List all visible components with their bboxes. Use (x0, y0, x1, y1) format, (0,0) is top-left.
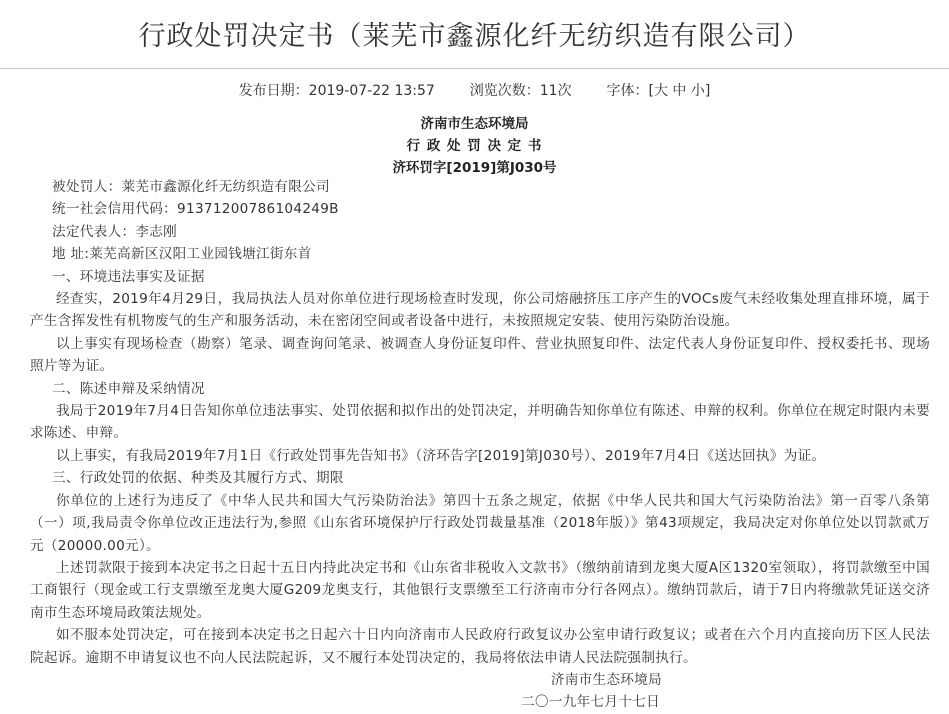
signature-org: 济南市生态环境局 (550, 671, 662, 688)
document-number: 济环罚字[2019]第J030号 (392, 160, 557, 176)
document-type: 行 政 处 罚 决 定 书 (406, 138, 543, 154)
section-2-heading: 二、陈述申辩及采纳情况 (52, 380, 205, 397)
signature-date: 二〇一九年七月十七日 (521, 694, 660, 711)
section-3-paragraph-1: 你单位的上述行为违反了《中华人民共和国大气污染防治法》第四十五条之规定，依据《中华人民共和国大气污染防治法》第一百零八条第（一）项,我局责令你单位改正违法行为,参照《山东省环境保护厅行政处罚裁量基准（2018年版）》第43项规定，我局决定对你单位处以罚款贰万元（20000.00元）。 (30, 492, 930, 554)
font-bracket-close: ] (704, 83, 711, 99)
publish-date: 2019-07-22 13:57 (308, 83, 435, 99)
article-meta (0, 80, 949, 100)
agency-name: 济南市生态环境局 (420, 116, 529, 132)
address-field: 地 址:莱芜高新区汉阳工业园钱塘江街东首 (52, 246, 312, 263)
publish-date-label: 发布日期： (238, 83, 309, 99)
section-3-paragraph-2: 上述罚款限于接到本决定书之日起十五日内持此决定书和《山东省非税收入文款书》（缴纳前请到龙奥大厦A区1320室领取），将罚款缴至中国工商银行（现金或工行支票缴至龙奥大厦G209龙奥支行，其他银行支票缴至工行济南市分行各网点）。缴纳罚款后，请于7日内将缴款凭证送交济南市生态环境局政策法规处。 (30, 559, 930, 621)
font-medium-button[interactable]: 中 (672, 83, 687, 99)
section-2-paragraph-1: 我局于2019年7月4日告知你单位违法事实、处罚依据和拟作出的处罚决定，并明确告知你单位有陈述、申辩的权利。你单位在规定时限内未要求陈述、申辩。 (30, 403, 930, 442)
title-divider (0, 68, 949, 69)
font-size-label: 字体： (606, 83, 649, 99)
font-large-button[interactable]: 大 (653, 83, 668, 99)
document-body (30, 176, 930, 714)
font-small-button[interactable]: 小 (690, 83, 705, 99)
font-bracket-open: [ (648, 83, 654, 99)
section-3-heading: 三、行政处罚的依据、种类及其履行方式、期限 (52, 470, 344, 487)
section-1-heading: 一、环境违法事实及证据 (52, 268, 205, 285)
section-2-paragraph-2: 以上事实，有我局2019年7月1日《行政处罚事先告知书》（济环告字[2019]第J030号）、2019年7月4日《送达回执》为证。 (56, 447, 826, 464)
page-title: 行政处罚决定书（莱芜市鑫源化纤无纺织造有限公司） (138, 21, 811, 52)
section-3-paragraph-3: 如不服本处罚决定，可在接到本决定书之日起六十日内向济南市人民政府行政复议办公室申请行政复议；或者在六个月内直接向历下区人民法院起诉。逾期不申请复议也不向人民法院起诉，又不履行本处罚决定的，我局将依法申请人民法院强制执行。 (30, 627, 930, 666)
views-label: 浏览次数： (469, 83, 540, 99)
section-1-paragraph-2: 以上事实有现场检查（勘察）笔录、调查询问笔录、被调查人身份证复印件、营业执照复印件、法定代表人身份证复印件、授权委托书、现场照片等为证。 (30, 335, 930, 375)
party-field: 被处罚人：莱芜市鑫源化纤无纺织造有限公司 (52, 179, 330, 195)
credit-code-field: 统一社会信用代码：91371200786104249B (52, 201, 339, 218)
views-count: 11次 (539, 83, 572, 99)
section-1-paragraph-1: 经查实，2019年4月29日，我局执法人员对你单位进行现场检查时发现，你公司熔融挤压工序产生的VOCs废气未经收集处理直排环境，属于产生含挥发性有机物废气的生产和服务活动，未在密闭空间或者设备中进行，未按照规定安装、使用污染防治设施。 (30, 291, 930, 330)
legal-rep-field: 法定代表人：李志刚 (52, 223, 178, 240)
